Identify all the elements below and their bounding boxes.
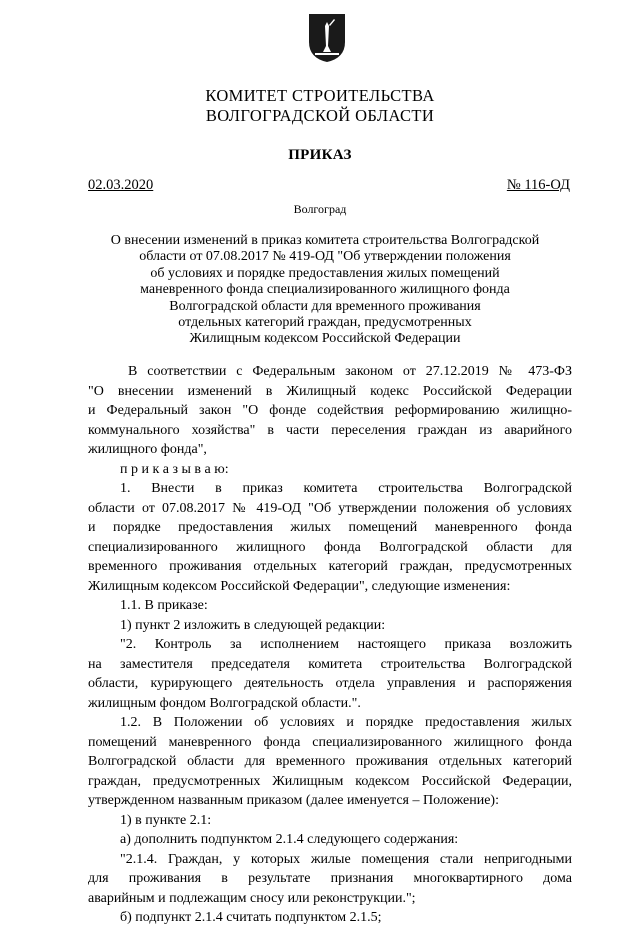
body-line: жилищным фондом Волгоградской области.". [88,695,361,711]
org-name-line1: КОМИТЕТ СТРОИТЕЛЬСТВА [205,86,435,105]
body-line: а) дополнить подпунктом 2.1.4 следующего содержания: [120,832,459,847]
body-line: 1.2. В Положении об условиях и порядке предоставления жилых [120,715,572,730]
document-date: 02.03.2020 [88,177,154,193]
volgograd-coat-of-arms-icon [307,12,347,64]
body-line: коммунального хозяйства" в части переселения граждан из аварийного [88,422,572,438]
body-line: Волгоградской области для временного проживания отдельных категорий [88,754,572,769]
body-line: 1) в пункте 2.1: [120,812,212,828]
body-line: области, курирующего деятельность отдела управления и распоряжения [88,676,572,691]
title-line: О внесении изменений в приказ комитета строительства Волгоградской [110,233,540,248]
body-line: "2.1.4. Граждан, у которых жилые помещения стали непригодными [120,851,572,867]
body-line: и порядке предоставления жилых помещений маневренного фонда [88,520,572,535]
body-line: области от 07.08.2017 № 419-ОД "Об утверждении положения об условиях [88,500,572,516]
title-line: Жилищным кодексом Российской Федерации [189,331,461,347]
org-name-line2: ВОЛГОГРАДСКОЙ ОБЛАСТИ [205,106,435,125]
title-line: об условиях и порядке предоставления жилых помещений [150,265,500,281]
body-line: 1) пункт 2 изложить в следующей редакции: [120,617,386,633]
body-line: утвержденном названным приказом (далее именуется – Положение): [88,793,499,808]
title-line: маневренного фонда специализированного жилищного фонда [140,282,510,298]
document-title [80,233,570,348]
title-line: отдельных категорий граждан, предусмотренных [178,315,472,331]
body-line: 1.1. В приказе: [120,598,208,613]
body-line: аварийным и подлежащим сносу или реконструкции."; [88,890,416,906]
document-type: ПРИКАЗ [288,147,352,163]
body-line: временного проживания отдельных категорий граждан, предусмотренных [88,559,572,574]
body-line: Жилищным кодексом Российской Федерации", следующие изменения: [88,578,511,594]
document-number: № 116-ОД [506,177,570,193]
body-line: и Федеральный закон "О фонде содействия реформированию жилищно- [88,403,572,418]
title-line: Волгоградской области для временного проживания [169,298,481,314]
document-city: Волгоград [293,202,347,216]
body-line: на заместителя председателя комитета строительства Волгоградской [88,656,572,672]
body-line: "2. Контроль за исполнением настоящего приказа возложить [120,637,572,652]
body-line: для проживания в результате признания многоквартирного дома [88,871,572,886]
document-body [88,362,572,928]
title-line: области от 07.08.2017 № 419-ОД "Об утверждении положения [139,249,511,265]
body-line-order-word: п р и к а з ы в а ю: [120,461,229,477]
body-line: б) подпункт 2.1.4 считать подпунктом 2.1.5; [120,910,382,925]
body-line: В соответствии с Федеральным законом от 27.12.2019 № 473-ФЗ [128,364,572,379]
body-line: помещений маневренного фонда специализированного жилищного фонда [88,734,572,750]
body-line: граждан, предусмотренных Жилищным кодексом Российской Федерации, [88,773,572,789]
body-line: "О внесении изменений в Жилищный кодекс Российской Федерации [88,383,572,399]
body-line: жилищного фонда", [88,442,207,457]
body-line: 1. Внести в приказ комитета строительства Волгоградской [120,481,572,496]
body-line: специализированного жилищного фонда Волгоградской области для [88,539,572,555]
